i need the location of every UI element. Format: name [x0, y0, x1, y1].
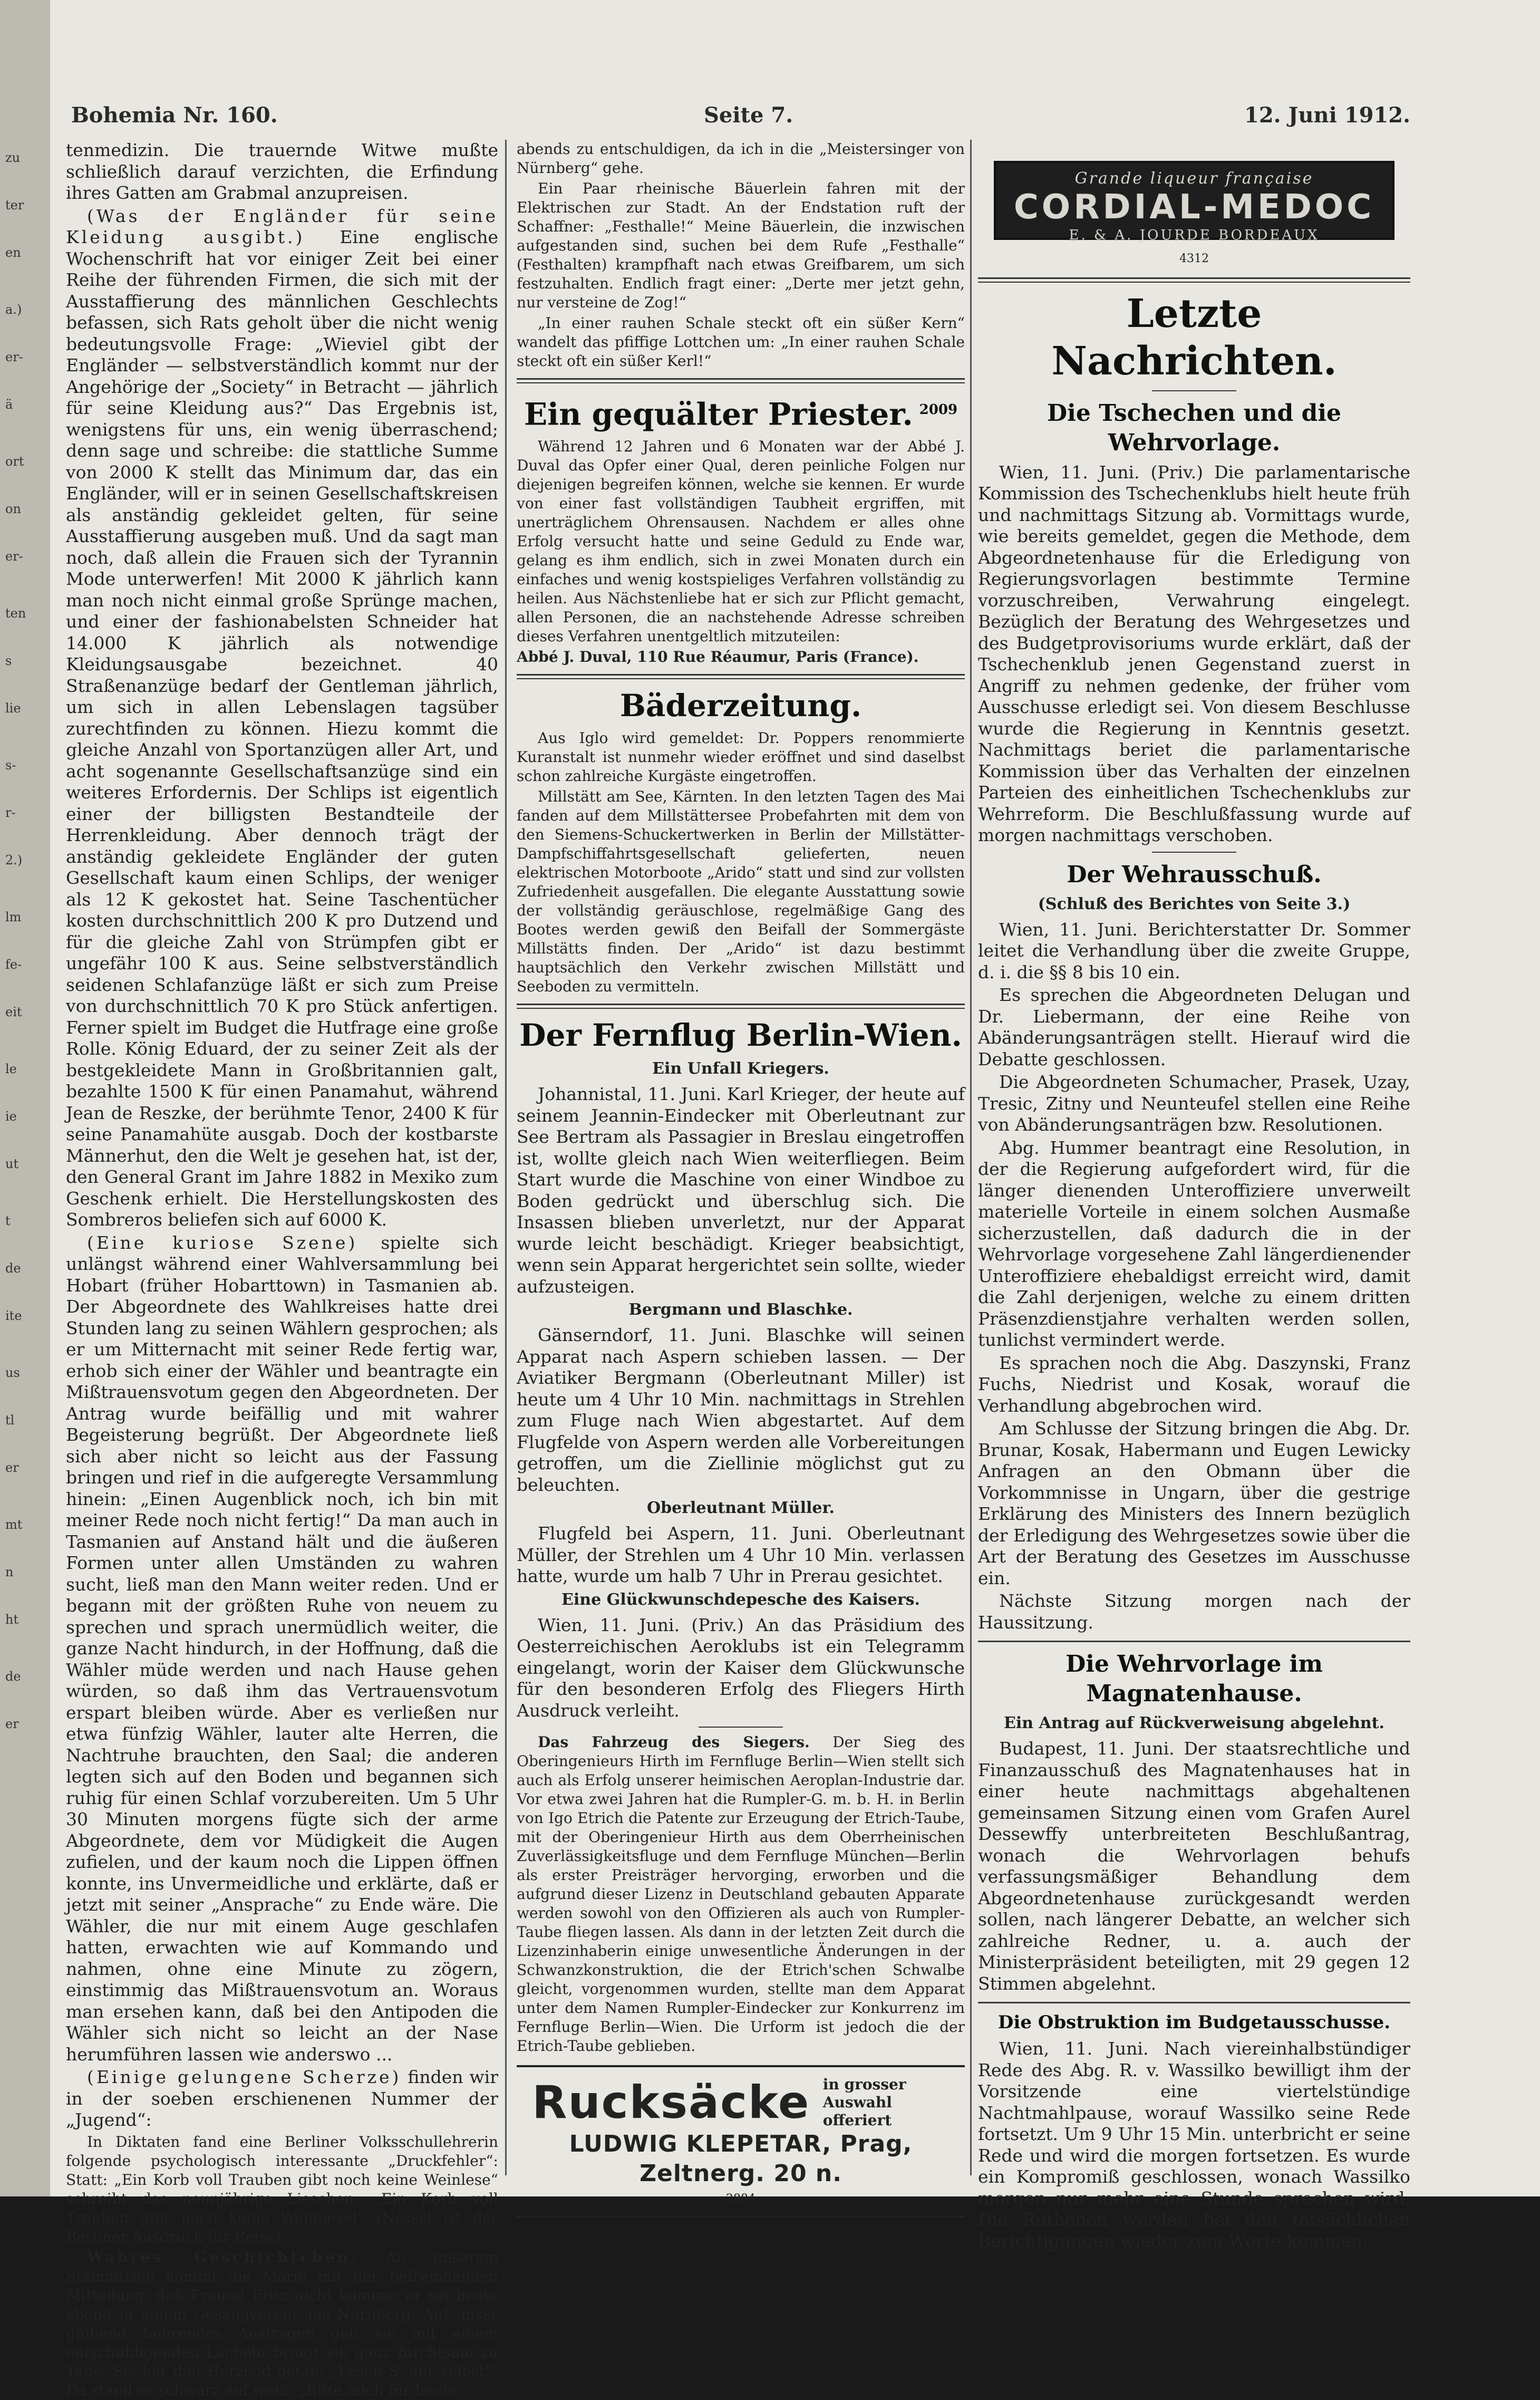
divider — [699, 1727, 783, 1728]
headline-priest — [517, 391, 965, 433]
section-rule — [978, 277, 1410, 283]
article-paragraph: Budapest, 11. Juni. Der staatsrechtliche und Finanzausschuß des Magnatenhauses hat in einer heute nachmittags abgehaltenen gemeinsamen Sitzung einen vom Grafen Aurel Dessewffy unterbreiteten Beschlußantrag, wonach die Wehrvorlagen behufs verfassungsmäßiger Behandlung dem Abgeordnetenhause zurückgesandt werden sollen, nach längerer Debatte, an welcher sich zahlreiche Redner, u. a. auch der Ministerpräsident beteiligten, mit 29 gegen 12 Stimmen abgelehnt. — [978, 1738, 1410, 1994]
article-lead: Wahres Geschichtchen. — [87, 2248, 359, 2266]
gutter-fragment: lm — [5, 910, 22, 924]
divider — [1152, 390, 1236, 391]
column-rule — [505, 140, 507, 2175]
subheading: (Schluß des Berichtes von Seite 3.) — [1038, 894, 1351, 913]
subheading: Bergmann und Blaschke. — [628, 1300, 853, 1319]
column-left — [66, 140, 499, 2399]
article-lead: (Einige gelungene Scherze) — [87, 2067, 402, 2087]
article-paragraph — [66, 206, 498, 1231]
headline-obstruction: Die Obstruktion im Budgetausschusse. — [997, 2012, 1391, 2033]
gutter-fragment: lie — [5, 701, 21, 716]
ad-number: 2884 — [726, 2192, 756, 2206]
gutter-fragment: n — [5, 1565, 14, 1579]
gutter-fragment: a.) — [5, 302, 22, 317]
joke-paragraph: In Diktaten fand eine Berliner Volksschullehrerin folgende psychologisch interessante „Druckfehler“: Statt: „Ein Korb voll Trauben gibt noch keine Weinlese“ schreibt das neunjährige Lieschen: „Ein Korb voll Trauben gibt noch keine Weinnesel“ (Nessel ist der Berliner Ausdruck für Reise). — [66, 2133, 498, 2245]
article-paragraph: tenmedizin. Die trauernde Witwe mußte schließlich darauf verzichten, die Erfindung ihres Gatten am Grabmal anzupreisen. — [66, 140, 498, 203]
article-paragraph: Nächste Sitzung morgen nach der Haussitzung. — [978, 1591, 1410, 1633]
article-paragraph: Es sprechen die Abgeordneten Delugan und Dr. Liebermann, der eine Reihe von Abänderungsanträgen stellt. Hierauf wird die Debatte geschlossen. — [978, 985, 1410, 1069]
article-paragraph — [66, 2067, 498, 2131]
gutter-fragment: r- — [5, 805, 16, 820]
article-lead: (Was der Engländer für seine Kleidung ausgibt.) — [66, 205, 498, 247]
header-page-number: Seite 7. — [704, 103, 793, 128]
column-right — [978, 140, 1410, 2251]
article-paragraph: Gänserndorf, 11. Juni. Blaschke will seinen Apparat nach Aspern schieben lassen. — Der Aviatiker Bergmann (Oberleutnant Miller) ist heute um 4 Uhr 10 Min. nachmittags in Strehlen zum Fluge nach Wien abgestartet. Auf dem Flugfelde von Aspern werden alle Vorbereitungen getroffen, um die Ziellinie möglichst gut zu beleuchten. — [517, 1325, 965, 1495]
gutter-fragment: ie — [5, 1109, 17, 1124]
gutter-fragment: ht — [5, 1612, 19, 1627]
column-middle — [517, 140, 965, 2206]
headline-latest-news: Letzte Nachrichten. — [1051, 291, 1337, 384]
header-date: 12. Juni 1912. — [1244, 103, 1410, 128]
headline-long-distance-flight: Der Fernflug Berlin-Wien. — [519, 1017, 962, 1054]
gutter-fragment: tl — [5, 1413, 15, 1428]
article-paragraph: Millstätt am See, Kärnten. In den letzten Tagen des Mai fanden auf dem Millstättersee Probefahrten mit dem von den Siemens-Schuckertwerken in Berlin der Millstätter-Dampfschiffahrtsgesellschaft gelieferten, neuen elektrischen Motorboote „Arido“ statt und sind zur vollsten Zufriedenheit ausgefallen. Die elegante Ausstattung sowie der vollständig geräuschlose, regelmäßige Gang des Bootes werden gewiß den Beifall der Sommergäste Millstätts finden. Der „Arido“ ist dazu bestimmt hauptsächlich den Verkehr zwischen Millstätt und Seeboden zu vermitteln. — [517, 788, 965, 996]
gutter-fragment: er — [5, 1717, 19, 1731]
joke-paragraph: abends zu entschuldigen, da ich in die „Meistersinger von Nürnberg“ gehe. — [517, 140, 965, 177]
gutter-fragment: ort — [5, 454, 24, 469]
article-paragraph: Johannistal, 11. Juni. Karl Krieger, der heute auf seinem Jeannin-Eindecker mit Oberleutnant zur See Bertram als Passagier in Breslau eingetroffen ist, wollte gleich nach Wien weiterfliegen. Beim Start wurde die Maschine von einer Windboe zu Boden gedrückt und überschlug sich. Die Insassen blieben unverletzt, nur der Apparat wurde leicht beschädigt. Krieger beabsichtigt, wenn sein Apparat hergerichtet sein sollte, wieder aufzusteigen. — [517, 1084, 965, 1297]
headline-magnates-house: Die Wehrvorlage im Magnatenhause. — [1066, 1651, 1323, 1707]
article-paragraph: Die Abgeordneten Schumacher, Prasek, Uzay, Tresic, Zitny und Neunteufel stellen eine Reihe von Abänderungsanträgen bzw. Resolutionen. — [978, 1072, 1410, 1135]
gutter-fragment: us — [5, 1365, 20, 1380]
running-header — [50, 103, 1410, 134]
gutter-fragment: t — [5, 1213, 11, 1228]
ad-tagline: in grosser Auswahl offeriert — [822, 2076, 906, 2129]
gutter-fragment: le — [5, 1062, 17, 1076]
advertisement-rucksacks — [517, 2065, 965, 2218]
headline-bath-news: Bäderzeitung. — [619, 688, 862, 724]
gutter-fragment: ten — [5, 606, 26, 621]
gutter-fragment: ter — [5, 198, 24, 213]
subheading: Ein Antrag auf Rückverweisung abgelehnt. — [1004, 1714, 1384, 1732]
ad-brand: CORDIAL-MEDOC — [1013, 187, 1375, 227]
article-text: An unserem Stammtisch kommt die Marie mit der befremdenden Mitteilung, daß Freund Fritz nicht komme; er sei heute abend in einem Gesangverein aus Nürnberg. Auf unser glühend bohrendes Ausfragen gab sie mit einem entschuldigenden Lächeln bringt sie ganz furchtsam zu Tage: Sie hat ihm Herzleid getan: „Lesen S' nur selbst!“ Da stand es schwarz auf weiß: „Bitte mich für heute — [66, 2248, 498, 2399]
article-paragraph: Aus Iglo wird gemeldet: Dr. Poppers renommierte Kuranstalt ist nunmehr wieder eröffnet und sind daselbst schon zahlreiche Kurgäste eingetroffen. — [517, 729, 965, 785]
gutter-fragment: de — [5, 1261, 21, 1276]
article-paragraph: Flugfeld bei Aspern, 11. Juni. Oberleutnant Müller, der Strehlen um 4 Uhr 10 Min. verlassen hatte, wurde um halb 7 Uhr in Prerau gesichtet. — [517, 1523, 965, 1587]
article-paragraph: Es sprachen noch die Abg. Daszynski, Franz Fuchs, Niedrist und Kosak, worauf die Verhandlung abgebrochen wird. — [978, 1352, 1410, 1416]
article-text: finden wir in der soeben erschienenen Nummer der „Jugend“: — [66, 2067, 498, 2130]
article-lead: Das Fahrzeug des Siegers. — [538, 1733, 810, 1751]
section-rule — [517, 1004, 965, 1009]
ad-number: 4312 — [1179, 252, 1209, 265]
gutter-fragment: de — [5, 1669, 21, 1684]
gutter-fragment: er- — [5, 350, 23, 364]
article-text: spielte sich unlängst während einer Wahlversammlung bei Hobart (früher Hobarttown) in Tasmanien ab. Der Abgeordnete des Wahlkreises hatte drei Stunden lang zu seinen Wählern gesprochen; als er um Mitternacht mit seiner Rede fertig war, erhob sich einer der Wähler und beantragte ein Mißtrauensvotum gegen den Abgeordneten. Der Antrag wurde beifällig und mit wahrer Begeisterung begrüßt. Der Abgeordnete ließ sich aber nicht so leicht aus der Fassung bringen und rief in die aufgeregte Versammlung hinein: „Einen Augenblick noch, ich bin mit meiner Rede noch nicht fertig!“ Da man auch in Tasmanien auf Anstand hält und die äußeren Formen unter allen Umständen zu wahren sucht, ließ man den Mann weiter reden. Und er begann mit der größten Ruhe von neuem zu sprechen und sprach unermüdlich weiter, die ganze Nacht hindurch, in der Hoffnung, daß die Wähler müde werden und nach Hause gehen würden, so daß ihm das Vertrauensvotum erspart bleiben würde. Aber es verließen nur etwa fünfzig Wähler, lauter alte Herren, die Nachtruhe brauchten, den Saal; die anderen legten sich auf den Boden und begannen sich ruhig für einen Schlaf vorzubereiten. Um 5 Uhr 30 Minuten morgens fügte sich der arme Abgeordnete, dem vor Müdigkeit die Augen zufielen, und der kaum noch die Lippen öffnen konnte, ins Unvermeidliche und erklärte, daß er jetzt mit seiner „Ansprache“ zu Ende wäre. Die Wähler, die nur mit einem Auge geschlafen hatten, erwachten wie auf Kommando und nahmen, ohne eine Minute zu zögern, einstimmig das Mißtrauensvotum an. Woraus man ersehen kann, daß bei den Antipoden die Wähler sich nicht so leicht an der Nase herumführen lassen wie anderswo ... — [66, 1232, 499, 2065]
adjacent-page-gutter — [0, 0, 50, 2196]
gutter-fragment: 2.) — [5, 853, 23, 868]
article-paragraph — [66, 1232, 498, 2066]
gutter-fragment: mt — [5, 1517, 23, 1532]
advertisement-cordial-medoc — [994, 161, 1394, 243]
gutter-fragment: on — [5, 502, 21, 516]
section-rule — [978, 1641, 1410, 1642]
gutter-fragment: fe- — [5, 957, 22, 972]
joke-paragraph: Ein Paar rheinische Bäuerlein fahren mit der Elektrischen zur Stadt. An der Endstation ruft der Schaffner: „Festhalle!“ Meine Bäuerlein, die inzwischen aufgestanden sind, suchen bei dem Rufe „Festhalle“ (Festhalten) krampfhaft nach etwas Greifbarem, um sich festzuhalten. Endlich fragt einer: „Derte mer jetzt gehn, nur versteine de Zog!“ — [517, 180, 965, 311]
article-paragraph: Wien, 11. Juni. Berichterstatter Dr. Sommer leitet die Verhandlung über die zweite Gruppe, d. i. die §§ 8 bis 10 ein. — [978, 919, 1410, 982]
gutter-fragment: ite — [5, 1308, 22, 1323]
article-paragraph: Abg. Hummer beantragt eine Resolution, in der die Regierung aufgefordert wird, für die länger dienenden Unteroffiziere unverweilt materielle Vorteile in einem solchen Ausmaße sicherzustellen, daß dadurch die in der Wehrvorlage vorgesehene Zahl längerdienender Unteroffiziere ehebaldigst erreicht wird, damit die Zahl derjenigen, welche zu einem dritten Präsenzdienstjahre verhalten werden sollen, tunlichst vermindert werde. — [978, 1137, 1410, 1350]
article-paragraph: Wien, 11. Juni. (Priv.) Die parlamentarische Kommission des Tschechenklubs hielt heute früh und nachmittags Sitzung ab. Vormittags wurde, wie bereits gemeldet, gegen die Methode, dem Abgeordnetenhause für die Erledigung von Regierungsvorlagen bestimmte Termine vorzuschreiben, Verwahrung eingelegt. Bezüglich der Beratung des Wehrgesetzes und des Budgetprovisoriums wurde erklärt, daß der Tschechenklub jenen Gegenstand zuerst in Angriff zu nehmen gedenke, der früher vom Ausschusse erledigt sei. Von diesem Beschlusse wurde die Regierung in Kenntnis gesetzt. Nachmittags beriet die parlamentarische Kommission über das Verhalten der einzelnen Parteien des einheitlichen Tschechenklubs zur Wehrreform. Die Beschlußfassung wurde auf morgen nachmittags verschoben. — [978, 461, 1410, 845]
subheading: Eine Glückwunschdepesche des Kaisers. — [561, 1590, 920, 1609]
gutter-fragment: eit — [5, 1005, 22, 1019]
article-text: Eine englische Wochenschrift hat vor einiger Zeit bei einer Reihe der führenden Firmen, die sich mit der Ausstaffierung des männlichen Geschlechts befassen, sich Rats geholt über die nicht wenig bedeutungsvolle Frage: „Wieviel gibt der Engländer — selbstverständlich kommt nur der Angehörige der „Society“ in Betracht — jährlich für seine Kleidung aus?“ Das Ergebnis ist, wenigstens für uns, ein wenig überraschend; denn sage und schreibe: die stattliche Summe von 2000 K stellt das Minimum dar, das ein Engländer, will er in seinen Gesellschaftskreisen als anständig gekleidet gelten, für seine Ausstaffierung ausgeben muß. Und da sagt man noch, daß allein die Frauen sich der Tyrannin Mode unterwerfen! Mit 2000 K jährlich kann man noch nicht einmal große Sprünge machen, und einer der fashionabelsten Schneider hat 14.000 K jährlich als notwendige Kleidungsausgabe bezeichnet. 40 Straßenanzüge bedarf der Gentleman jährlich, um sich in allen Lebenslagen tagsüber zurechtfinden zu können. Hiezu kommt die gleiche Anzahl von Sportanzügen aller Art, und acht sogenannte Gesellschaftsanzüge sind ein weiteres Erfordernis. Der Schlips ist eigentlich einer der billigsten Bestandteile der Herrenkleidung. Aber dennoch trägt der anständig gekleidete Engländer der guten Gesellschaft kaum einen Schlips, der weniger als 12 K gekostet hat. Seine Taschentücher kosten durchschnittlich 200 K pro Dutzend und für die gleiche Zahl von Strümpfen gibt er ungefähr 100 K aus. Seine selbstverständlich seidenen Schlafanzüge läßt er sich zum Preise von durchschnittlich 70 K pro Stück anfertigen. Ferner spielt im Budget die Hutfrage eine große Rolle. König Eduard, der zu seiner Zeit als der bestgekleidete Mann in Großbritannien galt, bezahlte 1500 K für einen Panamahut, während Jean de Reszke, der berühmte Tenor, 2400 K für seine Panamahüte ausgab. Doch der kostbarste Männerhut, den die Welt je gesehen hat, ist der, den General Grant im Jahre 1882 in Mexiko zum Geschenk erhielt. Die Herstellungskosten des Sombreros beliefen sich auf 6000 K. — [66, 227, 499, 1230]
gutter-fragment: ut — [5, 1156, 19, 1171]
joke-paragraph: „In einer rauhen Schale steckt oft ein süßer Kern“ wandelt das pfiffige Lottchen um: „In einer rauhen Schale steckt oft ein süßer Kerl!“ — [517, 314, 965, 370]
gutter-fragment: s — [5, 653, 12, 668]
divider — [1152, 852, 1236, 853]
gutter-fragment: ä — [5, 397, 13, 412]
gutter-fragment: er- — [5, 549, 23, 564]
article-text: Der Sieg des Oberingenieurs Hirth im Fernfluge Berlin—Wien stellt sich auch als Erfolg unserer heimischen Aeroplan-Industrie dar. Vor etwa zwei Jahren hat die Rumpler-G. m. b. H. in Berlin von Igo Etrich die Patente zur Erzeugung der Etrich-Taube, mit der Oberingenieur Hirth aus dem Oberrheinischen Zuverlässigkeitsfluge und dem Fernfluge München—Berlin als erster Preisträger hervorging, erworben und die aufgrund dieser Lizenz in Deutschland gebauten Apparate werden sowohl von den Offizieren als auch von Rumpler-Taube fliegen lassen. Als dann in der letzten Zeit durch die Lizenzinhaberin einige unwesentliche Änderungen in der Schwanzkonstruktion, die der Etrich'schen Schwalbe gleicht, vorgenommen wurden, stellte man dem Apparat unter dem Namen Rumpler-Eindecker zur Konkurrenz im Fernfluge Berlin—Wien. Die Urform ist jedoch die der Etrich-Taube geblieben. — [517, 1733, 965, 2055]
subheading: Oberleutnant Müller. — [647, 1499, 835, 1518]
ad-headline: Rucksäcke — [532, 2076, 810, 2129]
headline-czechs: Die Tschechen und die Wehrvorlage. — [1047, 399, 1342, 456]
gutter-fragment: er — [5, 1460, 19, 1475]
ad-tagline: Grande liqueur française — [1074, 169, 1314, 188]
gutter-fragment: zu — [5, 150, 21, 165]
article-lead: (Eine kuriose Szene) — [87, 1232, 358, 1253]
section-rule — [517, 674, 965, 679]
headline-defense-committee: Der Wehrausschuß. — [1067, 861, 1322, 888]
ad-number: 2009 — [919, 402, 958, 418]
gutter-fragments — [5, 148, 45, 1761]
column-rule — [970, 140, 972, 2175]
ad-address: LUDWIG KLEPETAR, Prag, Zeltnerg. 20 n. — [569, 2131, 913, 2187]
subheading: Ein Unfall Kriegers. — [652, 1059, 829, 1078]
joke-paragraph — [66, 2248, 498, 2400]
article-paragraph: Am Schlusse der Sitzung bringen die Abg. Dr. Brunar, Kosak, Habermann und Eugen Lewicky Anfragen an den Obmann über die Vorkommnisse in Ungarn, über die gestrige Erklärung des Ministers des Innern bezüglich der Erledigung des Wehrgesetzes sowie über die Art der Beratung des Gesetzes im Ausschusse ein. — [978, 1418, 1410, 1588]
article-paragraph: Wien, 11. Juni. (Priv.) An das Präsidium des Oesterreichischen Aeroklubs ist ein Telegramm eingelangt, worin der Kaiser dem Glückwunsche für den besonderen Erfolg des Fliegers Hirth Ausdruck verleiht. — [517, 1614, 965, 1721]
section-rule — [978, 2002, 1410, 2003]
article-paragraph — [517, 1733, 965, 2056]
header-issue: Bohemia Nr. 160. — [71, 103, 278, 128]
gutter-fragment: s- — [5, 758, 16, 773]
headline-text: Ein gequälter Priester. — [524, 396, 913, 432]
gutter-fragment: en — [5, 245, 21, 260]
ad-address: Abbé J. Duval, 110 Rue Réaumur, Paris (France). — [517, 648, 919, 666]
ad-paragraph: Während 12 Jahren und 6 Monaten war der Abbé J. Duval das Opfer einer Qual, deren peinliche Folgen nur diejenigen begreifen können, welche sie kennen. Er wurde von einer fast vollständigen Taubheit ergriffen, mit unerträglichem Ohrensausen. Nachdem er alles ohne Erfolg versucht hatte und seine Geduld zu Ende war, gelang es ihm endlich, sich in zwei Monaten durch ein einfaches und wenig kostspieliges Verfahren vollständig zu heilen. Aus Nächstenliebe hat er sich zur Pflicht gemacht, allen Personen, die an nachstehende Adresse schreiben dieses Verfahren unentgeltlich mitzuteilen: — [517, 438, 965, 645]
ad-maker: E. & A. JOURDE BORDEAUX — [1069, 227, 1320, 243]
article-paragraph: Wien, 11. Juni. Nach viereinhalbstündiger Rede des Abg. R. v. Wassilko bewilligt ihm der Vorsitzende eine viertelstündige Nachtmahlpause, worauf Wassilko seine Rede fortsetzt. Um 9 Uhr 15 Min. unterbricht er seine Rede und wird die morgen fortsetzen. Es wurde ein Kompromiß geschlossen, wonach Wassilko morgen nur mehr eine Stunde sprechen wird. Die Ruthenen werden bei den tatsächlichen Berichtigungen wieder zum Worte kommen. — [978, 2038, 1410, 2251]
section-rule — [517, 378, 965, 383]
